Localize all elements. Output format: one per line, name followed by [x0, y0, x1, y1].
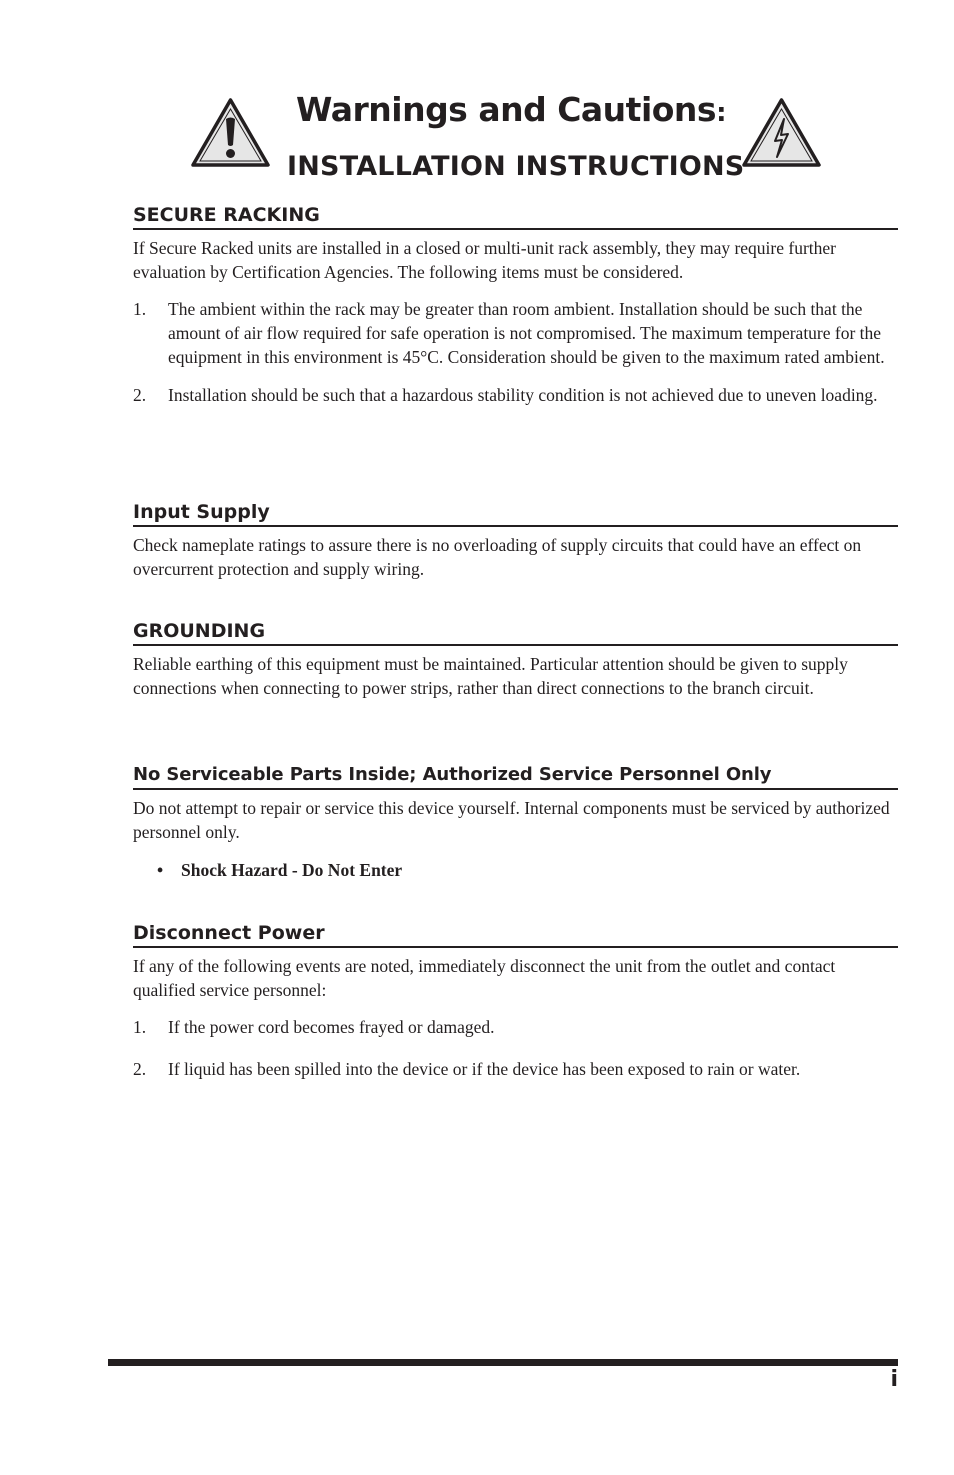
warning-exclamation-icon — [190, 97, 271, 169]
section-grounding — [133, 619, 898, 700]
page-number: i — [890, 1367, 898, 1392]
section-secure-racking — [133, 203, 898, 421]
numbered-list — [133, 1015, 898, 1081]
electrical-shock-icon — [741, 97, 822, 169]
section-paragraph: If any of the following events are noted, immediately disconnect the unit from the outlet and contact qualified service personnel: — [133, 956, 836, 1000]
section-heading: SECURE RACKING — [133, 203, 898, 230]
page-subtitle: INSTALLATION INSTRUCTIONS — [287, 151, 745, 182]
section-heading: Input Supply — [133, 500, 898, 527]
page-header — [0, 88, 954, 188]
section-paragraph: If Secure Racked units are installed in a closed or multi-unit rack assembly, they may require further evaluation by Certification Agencies. The following items must be considered. — [133, 238, 836, 282]
bullet-list — [133, 858, 898, 882]
list-item: 2. If liquid has been spilled into the device or if the device has been exposed to rain or water. — [133, 1059, 801, 1079]
list-item: 2. Installation should be such that a hazardous stability condition is not achieved due to uneven loading. — [133, 385, 878, 405]
section-paragraph: Do not attempt to repair or service this device yourself. Internal components must be serviced by authorized personnel only. — [133, 798, 890, 842]
section-heading: No Serviceable Parts Inside; Authorized Service Personnel Only — [133, 763, 898, 790]
numbered-list — [133, 297, 898, 407]
list-item: 1. If the power cord becomes frayed or damaged. — [133, 1017, 495, 1037]
section-disconnect-power — [133, 921, 898, 1095]
section-no-serviceable-parts — [133, 763, 898, 882]
list-item: • Shock Hazard - Do Not Enter — [157, 860, 403, 880]
section-heading: GROUNDING — [133, 619, 898, 646]
section-paragraph: Check nameplate ratings to assure there is no overloading of supply circuits that could have an effect on overcurrent protection and supply wiring. — [133, 535, 862, 579]
list-item: 1. The ambient within the rack may be greater than room ambient. Installation should be such that the amount of air flow required for safe operation is not compromised. The maximum temperature for the equipment in this environment is 45°C. Consideration should be given to the maximum rated ambient. — [133, 299, 885, 367]
footer-rule — [108, 1359, 898, 1366]
section-paragraph: Reliable earthing of this equipment must be maintained. Particular attention should be given to supply connections when connecting to power strips, rather than direct connections to the branch circuit. — [133, 654, 848, 698]
section-heading: Disconnect Power — [133, 921, 898, 948]
section-input-supply — [133, 500, 898, 581]
page-title: Warnings and Cautions: — [296, 90, 726, 129]
